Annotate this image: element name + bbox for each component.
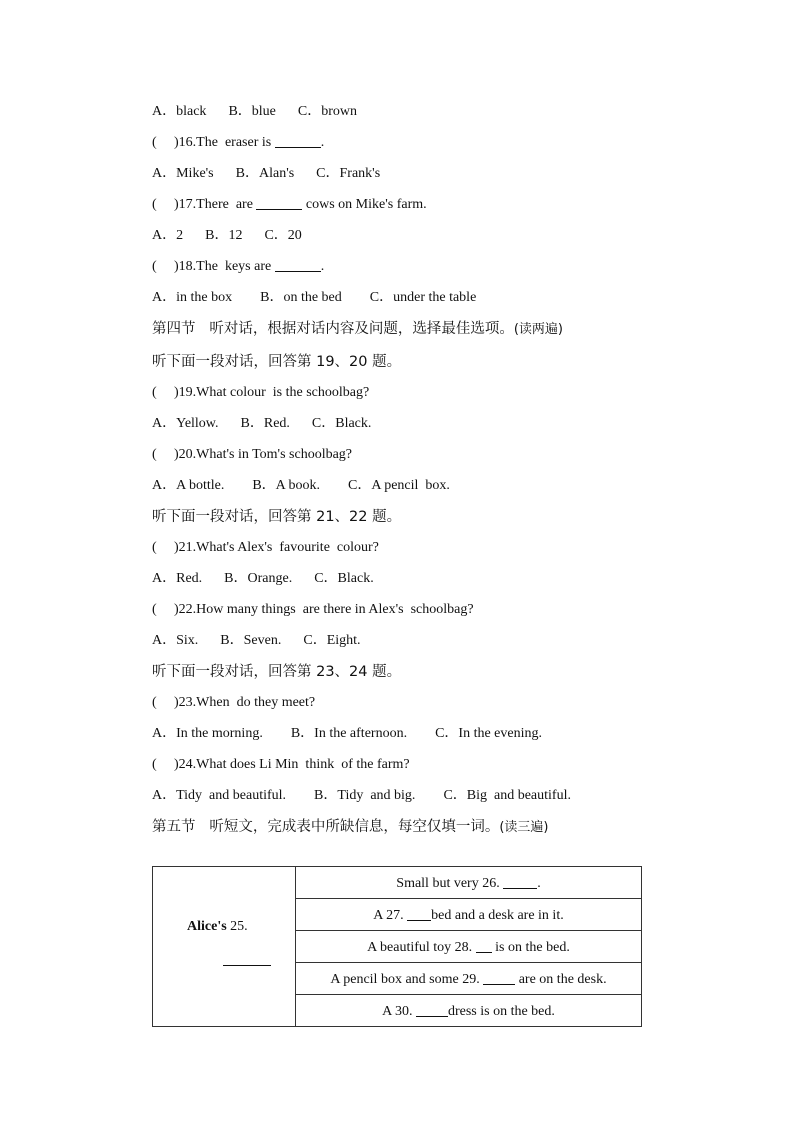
dialogue-instruction: 听下面一段对话，回答第 23、24 题。 (152, 664, 402, 680)
bracket-close: ) (174, 757, 179, 772)
question-number: 21. (178, 540, 197, 555)
bracket-close: ) (174, 695, 179, 710)
question-text: What does Li Min think of the farm? (196, 757, 410, 772)
question-tail: cows on Mike's farm. (302, 197, 427, 212)
answer-option[interactable]: A．in the box (152, 290, 233, 305)
row-text-pre: A beautiful toy 28. (367, 939, 476, 955)
option-row (152, 98, 652, 129)
fill-blank[interactable] (476, 938, 492, 953)
answer-option[interactable]: C．Black. (314, 571, 374, 586)
section-note: (读三遍) (499, 820, 549, 835)
answer-bracket[interactable] (152, 253, 174, 281)
option-row (152, 472, 652, 503)
question (152, 253, 652, 284)
answer-option[interactable]: B．Orange. (224, 571, 293, 586)
fill-blank[interactable] (275, 133, 321, 148)
option-row (152, 160, 652, 191)
option-row (152, 782, 652, 813)
table-row (296, 995, 642, 1027)
section-heading (152, 813, 652, 846)
dialogue-instruction: 听下面一段对话，回答第 21、22 题。 (152, 509, 402, 525)
fill-blank[interactable] (416, 1002, 448, 1017)
answer-option[interactable]: C．20 (264, 228, 302, 243)
question-number: 16. (178, 135, 197, 150)
table-row (296, 899, 642, 931)
table-row (296, 931, 642, 963)
answer-bracket[interactable] (152, 534, 174, 562)
answer-bracket[interactable] (152, 379, 174, 407)
answer-option[interactable]: A．Red. (152, 571, 203, 586)
bracket-close: ) (174, 540, 179, 555)
answer-bracket[interactable] (152, 596, 174, 624)
question-text: There are (196, 197, 257, 212)
question-number: 22. (178, 602, 197, 617)
answer-option[interactable]: C．Black. (311, 416, 372, 431)
answer-bracket[interactable] (152, 191, 174, 219)
table-label-cell (153, 867, 296, 1027)
bracket-close: ) (174, 135, 179, 150)
question-text: The keys are (196, 259, 275, 274)
option-row (152, 222, 652, 253)
answer-option[interactable]: C．under the table (369, 290, 477, 305)
answer-option[interactable]: A．Yellow. (152, 416, 219, 431)
question-text: What's Alex's favourite colour? (196, 540, 379, 555)
bracket-open: ( (152, 385, 157, 400)
answer-bracket[interactable] (152, 441, 174, 469)
answer-option[interactable]: C．brown (297, 104, 358, 119)
answer-option[interactable]: B．Tidy and big. (314, 788, 416, 803)
row-text-post: . (537, 875, 541, 891)
option-row (152, 410, 652, 441)
fill-blank[interactable] (483, 970, 515, 985)
bracket-open: ( (152, 757, 157, 772)
question-number: 24. (178, 757, 197, 772)
row-text-post: bed and a desk are in it. (431, 907, 564, 923)
answer-option[interactable]: C．Eight. (303, 633, 361, 648)
row-text-post: are on the desk. (515, 971, 607, 987)
question (152, 751, 652, 782)
row-text-post: is on the bed. (491, 939, 570, 955)
answer-option[interactable]: A．A bottle. (152, 478, 225, 493)
row-text-post: dress is on the bed. (447, 1003, 555, 1019)
question (152, 129, 652, 160)
answer-option[interactable]: B．12 (205, 228, 243, 243)
question (152, 534, 652, 565)
question-number: 19. (178, 385, 197, 400)
answer-bracket[interactable] (152, 689, 174, 717)
bracket-open: ( (152, 447, 157, 462)
question-tail: . (320, 259, 325, 274)
row-text-pre: A 27. (373, 907, 408, 923)
exam-content (152, 98, 652, 846)
answer-bracket[interactable] (152, 751, 174, 779)
answer-option[interactable]: B．A book. (252, 478, 321, 493)
bracket-open: ( (152, 602, 157, 617)
question-text: How many things are there in Alex's schoolbag? (196, 602, 474, 617)
question (152, 596, 652, 627)
answer-option[interactable]: A．Mike's (152, 166, 214, 181)
answer-option[interactable]: A．In the morning. (152, 726, 263, 741)
answer-option[interactable]: B．Seven. (220, 633, 282, 648)
dialogue-instruction: 听下面一段对话，回答第 19、20 题。 (152, 354, 402, 370)
table-label: Alice's 25. (187, 919, 248, 934)
answer-option[interactable]: C．In the evening. (435, 726, 542, 741)
answer-option[interactable]: B．blue (228, 104, 276, 119)
question-text: What's in Tom's schoolbag? (196, 447, 353, 462)
row-text-pre: A pencil box and some 29. (330, 971, 484, 987)
question (152, 191, 652, 222)
answer-option[interactable]: B．Alan's (235, 166, 295, 181)
answer-option[interactable]: A．Tidy and beautiful. (152, 788, 287, 803)
question-text: What colour is the schoolbag? (196, 385, 370, 400)
option-row (152, 565, 652, 596)
section-heading (152, 315, 652, 348)
question-number: 17. (178, 197, 197, 212)
table-label-blank[interactable] (223, 965, 271, 966)
fill-blank[interactable] (256, 195, 302, 210)
section-title: 第五节 听短文，完成表中所缺信息，每空仅填一词。 (152, 819, 500, 835)
info-table (152, 866, 642, 1027)
question-tail: . (320, 135, 325, 150)
bracket-open: ( (152, 197, 157, 212)
answer-option[interactable]: C．Big and beautiful. (443, 788, 571, 803)
question (152, 441, 652, 472)
question-number: 18. (178, 259, 197, 274)
fill-blank[interactable] (503, 874, 537, 889)
table-row (296, 867, 642, 899)
question-number: 23. (178, 695, 197, 710)
row-text-pre: A 30. (382, 1003, 416, 1019)
bracket-open: ( (152, 135, 157, 150)
bracket-close: ) (174, 385, 179, 400)
answer-option[interactable]: C．A pencil box. (348, 478, 450, 493)
question-number: 20. (178, 447, 197, 462)
table-row (296, 963, 642, 995)
answer-option[interactable]: A．Six. (152, 633, 199, 648)
bracket-open: ( (152, 695, 157, 710)
question (152, 689, 652, 720)
fill-blank[interactable] (275, 257, 321, 272)
answer-bracket[interactable] (152, 129, 174, 157)
question-text: When do they meet? (196, 695, 316, 710)
bracket-close: ) (174, 447, 179, 462)
question (152, 379, 652, 410)
option-row (152, 284, 652, 315)
fill-blank[interactable] (407, 906, 431, 921)
answer-option[interactable]: B．on the bed (260, 290, 342, 305)
bracket-open: ( (152, 259, 157, 274)
answer-option[interactable]: A．2 (152, 228, 184, 243)
bracket-close: ) (174, 602, 179, 617)
bracket-close: ) (174, 259, 179, 274)
bracket-open: ( (152, 540, 157, 555)
answer-option[interactable]: B．In the afternoon. (290, 726, 408, 741)
option-row (152, 627, 652, 658)
option-row (152, 720, 652, 751)
question-text: The eraser is (196, 135, 275, 150)
section-title: 第四节 听对话，根据对话内容及问题，选择最佳选项。 (152, 321, 514, 337)
bracket-close: ) (174, 197, 179, 212)
section-note: (读两遍) (513, 322, 563, 337)
answer-option[interactable]: C．Frank's (316, 166, 381, 181)
row-text-pre: Small but very 26. (396, 875, 504, 891)
answer-option[interactable]: B．Red. (240, 416, 290, 431)
answer-option[interactable]: A．black (152, 104, 207, 119)
